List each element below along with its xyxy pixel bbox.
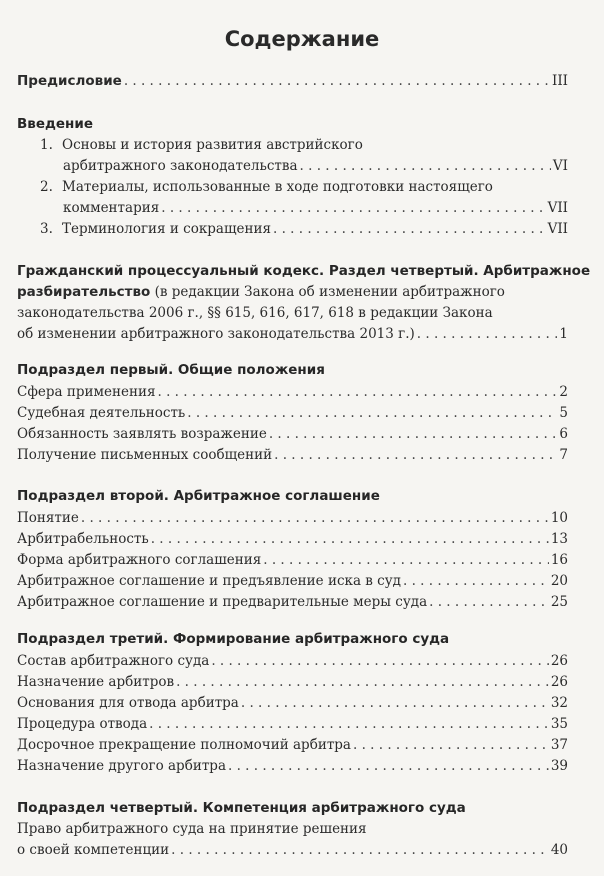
- code-section-line2: [17, 283, 577, 301]
- entry-page: 37: [550, 737, 568, 753]
- leader-dots: [263, 551, 549, 569]
- entry-label: Сфера применения: [17, 384, 156, 400]
- entry-page: 7: [559, 447, 568, 463]
- entry-label: Форма арбитражного соглашения: [17, 552, 262, 568]
- entry-page: 1: [559, 326, 568, 342]
- leader-dots: [353, 736, 549, 754]
- entry-label: [40, 220, 271, 238]
- toc-entry[interactable]: [17, 530, 568, 548]
- entry-page: VII: [547, 221, 568, 237]
- entry-page: 13: [550, 531, 568, 547]
- toc-entry-intro-3[interactable]: [40, 220, 568, 238]
- entry-page: 5: [559, 405, 568, 421]
- code-section-line3: законодательства 2006 г., §§ 615, 616, 617, 618 в редакции Закона: [17, 305, 493, 321]
- entry-label: комментария: [63, 200, 160, 216]
- leader-dots: [211, 652, 549, 670]
- entry-page: 10: [550, 510, 568, 526]
- toc-entry[interactable]: [17, 572, 568, 590]
- leader-dots: [429, 593, 549, 611]
- toc-entry[interactable]: [17, 425, 568, 443]
- entry-page: 25: [550, 594, 568, 610]
- entry-label: арбитражного законодательства: [63, 158, 298, 174]
- item-text: Основы и история развития австрийского: [62, 137, 363, 153]
- item-number: 2.: [40, 179, 53, 195]
- toc-entry[interactable]: [17, 551, 568, 569]
- leader-dots: [269, 425, 558, 443]
- item-text: Терминология и сокращения: [62, 221, 271, 237]
- leader-dots: [274, 446, 557, 464]
- entry-label: Получение письменных сообщений: [17, 447, 273, 463]
- toc-entry-code-section[interactable]: [17, 325, 568, 343]
- leader-dots: [300, 157, 551, 175]
- leader-dots: [149, 715, 549, 733]
- entry-label: Досрочное прекращение полномочий арбитра: [17, 737, 351, 753]
- entry-label: Арбитражное соглашение и предварительные меры суда: [17, 594, 428, 610]
- page-title: Содержание: [224, 27, 380, 51]
- intro-item-2-line1: [40, 178, 568, 196]
- toc-entry[interactable]: [17, 841, 568, 859]
- entry-label: Состав арбитражного суда: [17, 653, 210, 669]
- leader-dots: [151, 530, 549, 548]
- toc-entry[interactable]: [17, 446, 568, 464]
- toc-entry[interactable]: [17, 736, 568, 754]
- entry-page: VI: [552, 158, 568, 174]
- entry-label: Назначение другого арбитра: [17, 758, 226, 774]
- toc-entry[interactable]: [17, 694, 568, 712]
- section-heading-intro: Введение: [17, 116, 93, 132]
- entry-page: 20: [550, 573, 568, 589]
- entry-page: 32: [550, 695, 568, 711]
- entry-page: 35: [550, 716, 568, 732]
- toc-entry-intro-1[interactable]: [63, 157, 568, 175]
- subsection-heading-2: Подраздел второй. Арбитражное соглашение: [17, 488, 380, 504]
- entry-page: 40: [550, 842, 568, 858]
- toc-entry[interactable]: [17, 673, 568, 691]
- leader-dots: [171, 841, 549, 859]
- leader-dots: [273, 220, 546, 238]
- toc-entry[interactable]: [17, 383, 568, 401]
- entry-label: Судебная деятельность: [17, 405, 186, 421]
- subsection-heading-4: Подраздел четвертый. Компетенция арбитражного суда: [17, 800, 466, 816]
- entry-label: Арбитрабельность: [17, 531, 149, 547]
- entry-label: Назначение арбитров: [17, 674, 175, 690]
- leader-dots: [187, 404, 557, 422]
- entry-page: 2: [559, 384, 568, 400]
- entry-page: 26: [550, 653, 568, 669]
- toc-entry-preface[interactable]: [17, 72, 568, 90]
- leader-dots: [241, 694, 549, 712]
- entry-label: о своей компетенции: [17, 842, 170, 858]
- code-section-line1: Гражданский процессуальный кодекс. Раздел четвертый. Арбитражное: [17, 263, 591, 279]
- entry-page: III: [552, 73, 568, 89]
- toc-entry[interactable]: [17, 757, 568, 775]
- code-section-bold: разбирательство: [17, 284, 151, 300]
- entry-label: об изменении арбитражного законодательства 2013 г.): [17, 326, 415, 342]
- entry-page: 26: [550, 674, 568, 690]
- intro-item-1-line1: [40, 136, 568, 154]
- leader-dots: [81, 509, 549, 527]
- entry-label: Арбитражное соглашение и предъявление иска в суд: [17, 573, 401, 589]
- toc-entry[interactable]: [17, 652, 568, 670]
- subsection-heading-3: Подраздел третий. Формирование арбитражного суда: [17, 631, 450, 647]
- entry-page: 6: [559, 426, 568, 442]
- leader-dots: [124, 72, 550, 90]
- subsection-heading-1: Подраздел первый. Общие положения: [17, 362, 325, 378]
- entry-label: Предисловие: [17, 73, 122, 89]
- entry-page: 16: [550, 552, 568, 568]
- toc-entry-intro-2[interactable]: [63, 199, 568, 217]
- toc-entry[interactable]: [17, 715, 568, 733]
- leader-dots: [228, 757, 549, 775]
- entry-page: 39: [550, 758, 568, 774]
- leader-dots: [403, 572, 549, 590]
- leader-dots: [161, 199, 545, 217]
- toc-entry[interactable]: [17, 593, 568, 611]
- item-text: Материалы, использованные в ходе подготовки настоящего: [62, 179, 493, 195]
- leader-dots: [417, 325, 558, 343]
- entry-label: Понятие: [17, 510, 79, 526]
- entry-label: Процедура отвода: [17, 716, 148, 732]
- entry-label: Обязанность заявлять возражение: [17, 426, 267, 442]
- toc-entry-line1: Право арбитражного суда на принятие решения: [17, 821, 367, 837]
- toc-entry[interactable]: [17, 509, 568, 527]
- entry-page: VII: [547, 200, 568, 216]
- leader-dots: [176, 673, 549, 691]
- leader-dots: [158, 383, 558, 401]
- item-number: 3.: [40, 221, 53, 237]
- item-number: 1.: [40, 137, 53, 153]
- entry-label: Основания для отвода арбитра: [17, 695, 239, 711]
- code-section-rest: (в редакции Закона об изменении арбитражного: [150, 284, 505, 300]
- toc-entry[interactable]: [17, 404, 568, 422]
